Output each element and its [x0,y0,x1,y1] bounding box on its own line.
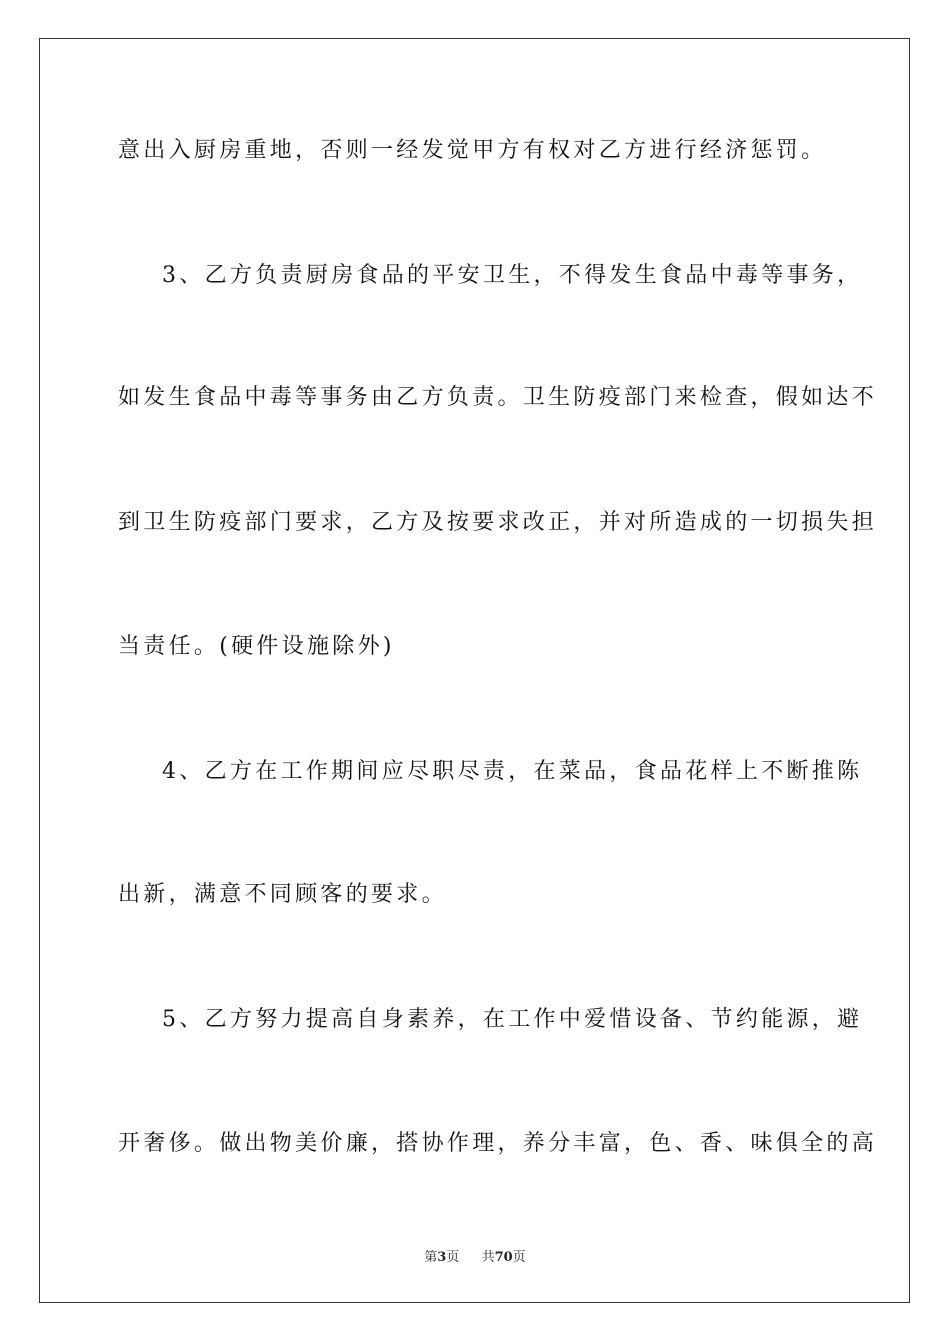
footer-page-prefix: 第 [424,1250,438,1265]
footer-page-suffix: 页 [446,1250,460,1265]
paragraph-line-9: 开奢侈。做出物美价廉，搭协作理，养分丰富，色、香、味俱全的高 [118,1131,878,1156]
footer-total-prefix: 共 [481,1250,495,1265]
paragraph-line-4: 到卫生防疫部门要求，乙方及按要求改正，并对所造成的一切损失担 [118,510,878,535]
paragraph-line-7: 出新，满意不同顾客的要求。 [118,882,447,907]
footer-total-suffix: 页 [512,1250,526,1265]
paragraph-line-3: 如发生食品中毒等事务由乙方负责。卫生防疫部门来检查，假如达不 [118,385,878,410]
page-border [39,38,910,1303]
paragraph-line-2: 3、乙方负责厨房食品的平安卫生，不得发生食品中毒等事务， [162,263,863,288]
page-footer [0,1246,950,1265]
paragraph-line-6: 4、乙方在工作期间应尽职尽责，在菜品，食品花样上不断推陈 [162,759,863,784]
paragraph-line-1: 意出入厨房重地，否则一经发觉甲方有权对乙方进行经济惩罚。 [118,138,827,163]
paragraph-line-5: 当责任。(硬件设施除外) [118,634,395,659]
footer-total-pages: 70 [494,1250,513,1265]
paragraph-line-8: 5、乙方努力提高自身素养，在工作中爱惜设备、节约能源，避 [162,1007,863,1032]
footer-page-number: 3 [437,1250,447,1265]
